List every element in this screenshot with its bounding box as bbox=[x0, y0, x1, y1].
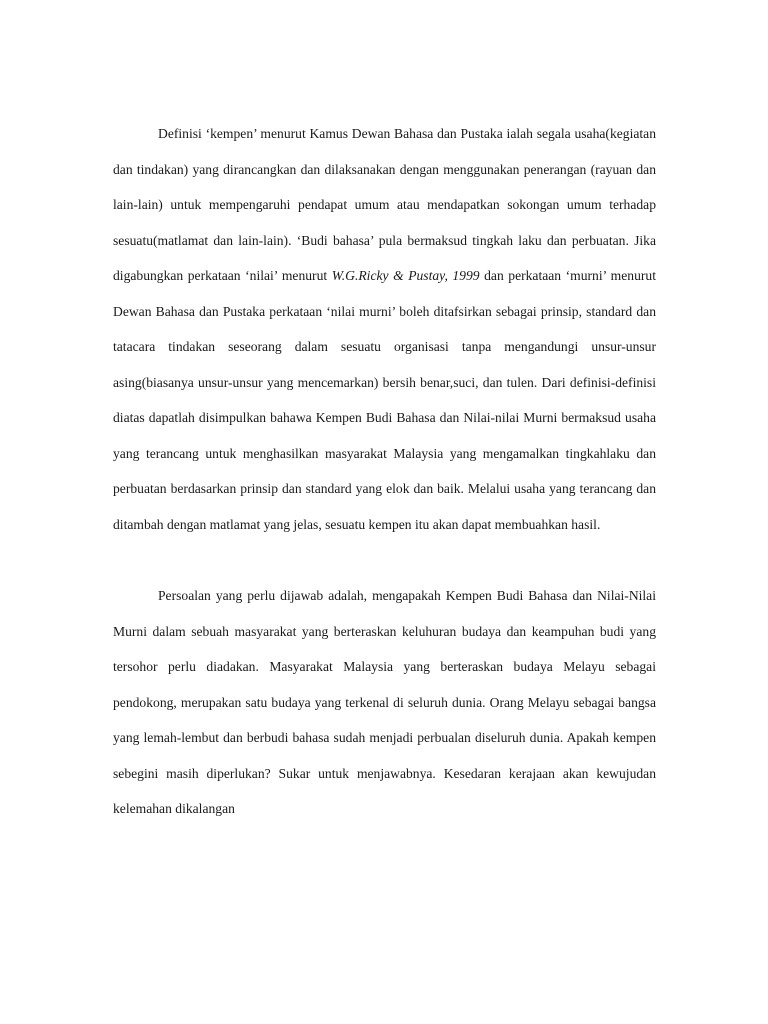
paragraph-definition bbox=[113, 116, 656, 542]
paragraph-definition-text-part-1: Definisi ‘kempen’ menurut Kamus Dewan Bahasa dan Pustaka ialah segala usaha(kegiatan dan tindakan) yang dirancangkan dan dilaksanakan dengan menggunakan penerangan (rayuan dan lain-lain) untuk mempengaruhi pendapat umum atau mendapatkan sokongan umum terhadap sesuatu(matlamat dan lain-lain). ‘Budi bahasa’ pula bermaksud tingkah laku dan perbuatan. Jika digabungkan perkataan ‘nilai’ menurut bbox=[113, 126, 656, 283]
document-body bbox=[113, 116, 656, 827]
paragraph-definition-text-part-2: dan perkataan ‘murni’ menurut Dewan Bahasa dan Pustaka perkataan ‘nilai murni’ boleh ditafsirkan sebagai prinsip, standard dan tatacara tindakan seseorang dalam sesuatu organisasi tanpa mengandungi unsur-unsur asing(biasanya unsur-unsur yang mencemarkan) bersih benar,suci, dan tulen. Dari definisi-definisi diatas dapatlah disimpulkan bahawa Kempen Budi Bahasa dan Nilai-nilai Murni bermaksud usaha yang terancang untuk menghasilkan masyarakat Malaysia yang mengamalkan tingkahlaku dan perbuatan berdasarkan prinsip dan standard yang elok dan baik. Melalui usaha yang terancang dan ditambah dengan matlamat yang jelas, sesuatu kempen itu akan dapat membuahkan hasil. bbox=[113, 268, 656, 532]
paragraph-question bbox=[113, 578, 656, 827]
citation-reference: W.G.Ricky & Pustay, 1999 bbox=[331, 268, 480, 283]
paragraph-question-text: Persoalan yang perlu dijawab adalah, mengapakah Kempen Budi Bahasa dan Nilai-Nilai Murni dalam sebuah masyarakat yang berteraskan keluhuran budaya dan keampuhan budi yang tersohor perlu diadakan. Masyarakat Malaysia yang berteraskan budaya Melayu sebagai pendokong, merupakan satu budaya yang terkenal di seluruh dunia. Orang Melayu sebagai bangsa yang lemah-lembut dan berbudi bahasa sudah menjadi perbualan diseluruh dunia. Apakah kempen sebegini masih diperlukan? Sukar untuk menjawabnya. Kesedaran kerajaan akan kewujudan kelemahan dikalangan bbox=[113, 588, 656, 816]
